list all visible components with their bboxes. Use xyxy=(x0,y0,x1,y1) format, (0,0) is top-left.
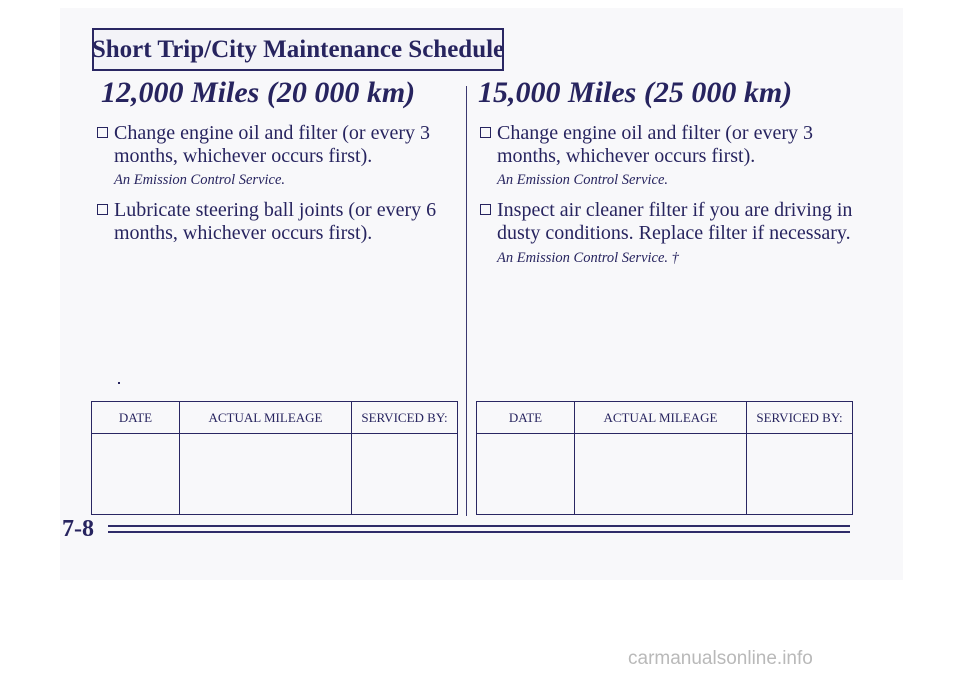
date-cell[interactable] xyxy=(477,434,575,515)
interval-heading-12000: 12,000 Miles (20 000 km) xyxy=(101,76,416,109)
mileage-cell[interactable] xyxy=(575,434,747,515)
interval-12000-column xyxy=(95,76,455,249)
service-log-table-12000 xyxy=(91,401,458,515)
header-actual-mileage: ACTUAL MILEAGE xyxy=(180,402,352,434)
footer-rule xyxy=(108,531,850,533)
checklist-item: Change engine oil and filter (or every 3 months, whichever occurs first). An Emission Control Service. xyxy=(95,122,455,190)
column-divider xyxy=(466,86,467,516)
checklist-item: Lubricate steering ball joints (or every 6 months, whichever occurs first). xyxy=(95,199,455,245)
page-number: 7-8 xyxy=(62,516,94,542)
site-watermark: carmanualsonline.info xyxy=(628,648,813,669)
checklist-item: Inspect air cleaner filter if you are driving in dusty conditions. Replace filter if necessary. An Emission Control Service. † xyxy=(478,199,858,270)
interval-15000-column xyxy=(478,76,858,274)
date-cell[interactable] xyxy=(92,434,180,515)
serviced-by-cell[interactable] xyxy=(352,434,458,515)
checkbox-icon[interactable] xyxy=(97,127,108,138)
footer-rule xyxy=(108,525,850,527)
header-date: DATE xyxy=(92,402,180,434)
header-serviced-by: SERVICED BY: xyxy=(747,402,853,434)
dot-mark xyxy=(118,382,120,384)
checkbox-icon[interactable] xyxy=(97,204,108,215)
emission-note: An Emission Control Service. † xyxy=(497,250,679,266)
checkbox-icon[interactable] xyxy=(480,204,491,215)
header-serviced-by: SERVICED BY: xyxy=(352,402,458,434)
header-actual-mileage: ACTUAL MILEAGE xyxy=(575,402,747,434)
serviced-by-cell[interactable] xyxy=(747,434,853,515)
emission-note: An Emission Control Service. xyxy=(114,172,286,188)
checklist-item: Change engine oil and filter (or every 3 months, whichever occurs first). An Emission Control Service. xyxy=(478,122,858,190)
section-title: Short Trip/City Maintenance Schedule xyxy=(92,28,504,71)
interval-heading-15000: 15,000 Miles (25 000 km) xyxy=(478,76,793,109)
service-log-table-15000 xyxy=(476,401,853,515)
emission-note: An Emission Control Service. xyxy=(497,172,669,188)
checkbox-icon[interactable] xyxy=(480,127,491,138)
mileage-cell[interactable] xyxy=(180,434,352,515)
header-date: DATE xyxy=(477,402,575,434)
